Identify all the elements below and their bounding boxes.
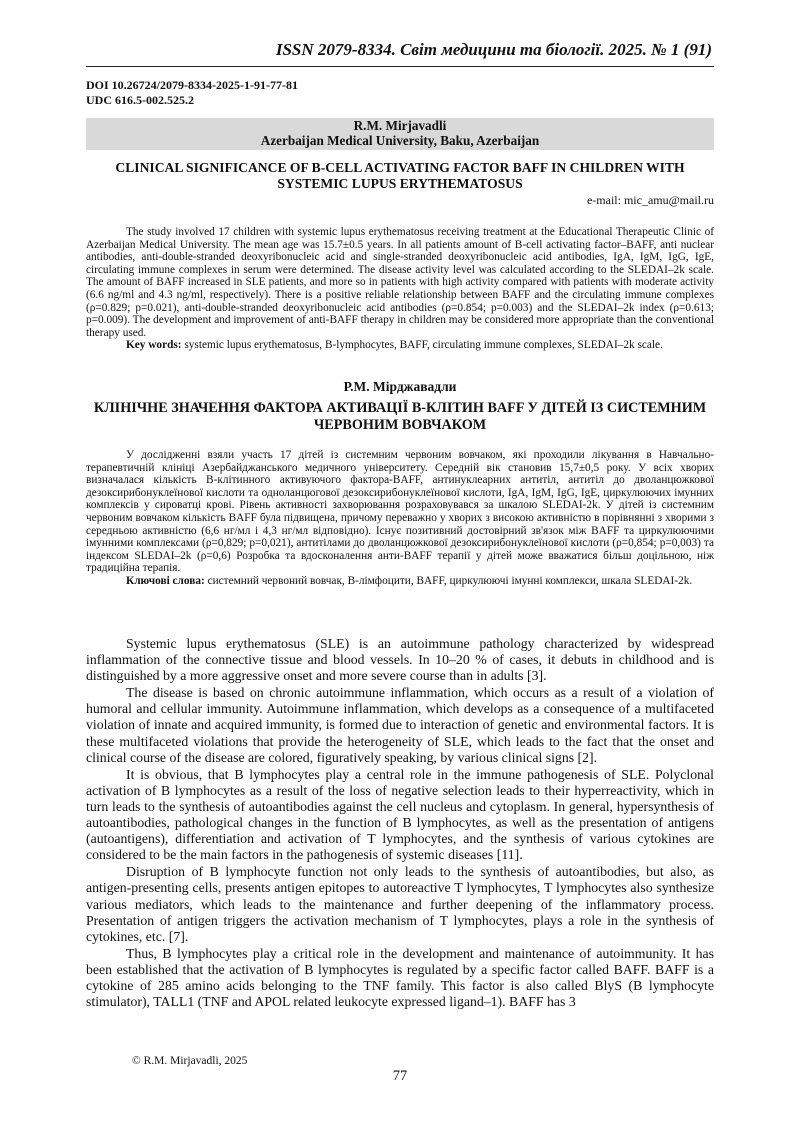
page-number: 77 bbox=[392, 1068, 408, 1084]
author-email: e-mail: mic_amu@mail.ru bbox=[586, 193, 714, 207]
body-paragraph: It is obvious, that B lymphocytes play a central role in the immune pathogenesis of SLE. Polyclonal activation of B lymphocytes as a result of the loss of negative selection leads to their hyperreactivity, which in turn leads to the synthesis of autoantibodies against the cell nucleus and cytoplasm. In general, hypersynthesis of autoantibodies, pathological changes in the function of B lymphocytes, as well as the presentation of antigens (autoantigens), differentiation and activation of T lymphocytes, and the synthesis of various cytokines are considered to be the main factors in the pathogenesis of systemic diseases [11]. bbox=[86, 766, 714, 863]
author-name: R.M. Mirjavadli bbox=[353, 118, 447, 133]
body-paragraph: Systemic lupus erythematosus (SLE) is an autoimmune pathology characterized by widespread inflammation of the connective tissue and blood vessels. In 10–20 % of cases, it debuts in childhood and is distinguished by a more aggressive onset and more severe course than in adults [3]. bbox=[86, 636, 714, 684]
body-paragraph: Disruption of B lymphocyte function not only leads to the synthesis of autoantibodies, but also, as antigen-presenting cells, presents antigen epitopes to autoreactive T lymphocytes, T lymphocytes also synthesize various mediators, which leads to the maintenance and further deepening of the inflammatory process. Presentation of antigen triggers the activation mechanism of T lymphocytes, plays a role in the synthesis of cytokines, etc. [7]. bbox=[86, 864, 714, 944]
body-paragraph: The disease is based on chronic autoimmune inflammation, which occurs as a result of a violation of humoral and cellular immunity. Autoimmune inflammation, which develops as a consequence of a multifaceted violation of innate and acquired immunity, is formed due to interaction of genetic and environmental factors. It is these multifaceted violations that provide the heterogeneity of SLE, which leads to the fact that the onset and clinical course of the disease are colored, figuratively speaking, by various clinical signs [2]. bbox=[86, 685, 714, 765]
body-paragraph: Thus, B lymphocytes play a critical role in the development and maintenance of autoimmunity. It has been established that the activation of B lymphocytes is regulated by a specific factor called BAFF. BAFF is a cytokine of 285 amino acids belonging to the TNF family. This factor is also called BlyS (B lymphocyte stimulator), TALL1 (TNF and APOL related leukocyte expressed ligand–1). BAFF has 3 bbox=[86, 945, 714, 1010]
article-title-en: CLINICAL SIGNIFICANCE OF B-CELL ACTIVATING FACTOR BAFF IN CHILDREN WITH SYSTEMIC LUPUS ERYTHEMATOSUS bbox=[115, 160, 685, 191]
article-title-uk: КЛІНІЧНЕ ЗНАЧЕННЯ ФАКТОРА АКТИВАЦІЇ В-КЛІТИН BAFF У ДІТЕЙ ІЗ СИСТЕМНИМ ЧЕРВОНИМ ВОВЧАКОМ bbox=[93, 400, 707, 433]
keywords-en-label: Key words: bbox=[126, 339, 182, 352]
udc-line: UDC 616.5-002.525.2 bbox=[86, 93, 194, 107]
abstract-en bbox=[86, 226, 714, 352]
doi-line: DOI 10.26724/2079-8334-2025-1-91-77-81 bbox=[86, 78, 298, 92]
abstract-uk-text: У дослідженні взяли участь 17 дітей із системним червоним вовчаком, які проходили лікування в Навчально-терапевтичній клініці Азербайджанського медичного університету. Середній вік становив 15,7±0,5 року. У всіх хворих визначалася кількість В-клітинного активуючого фактора-BAFF, антинуклеарних антитіл, антитіл до дволанцюжкової дезоксирибонуклеїнової кислоти та одноланцюгової дезоксирибонуклеїнової кислоти, IgA, IgM, IgG, IgE, циркулюючих імунних комплексів у сироватці крові. Рівень активності захворювання розраховувався за шкалою SLEDAI-2k. У дітей із системним червоним вовчаком кількість BAFF була підвищена, причому переважно у хворих з високою активністю в порівнянні з хворими з середньою активністю (6,6 нг/мл і 4,3 нг/мл відповідно). Існує позитивний достовірний зв'язок між BAFF та циркулюючими імунними комплексами (ρ=0,829; p=0,021), антитілами до дволанцюжкової дезоксирибонуклеїнової кислоти (ρ=0,854; p=0,003) та індексом SLEDAI–2k (ρ=0,6) Розробка та вдосконалення анти-BAFF терапії у дітей може вважатися більш доцільною, ніж традиційна терапія. bbox=[86, 449, 714, 575]
author-affiliation: Azerbaijan Medical University, Baku, Azerbaijan bbox=[260, 133, 540, 148]
journal-header: ISSN 2079-8334. Світ медицини та біології. 2025. № 1 (91) bbox=[275, 40, 712, 59]
copyright-note: © R.M. Mirjavadli, 2025 bbox=[132, 1055, 248, 1067]
header-rule bbox=[86, 66, 714, 67]
article-body bbox=[86, 636, 714, 1011]
abstract-en-text: The study involved 17 children with systemic lupus erythematosus receiving treatment at the Educational Therapeutic Clinic of Azerbaijan Medical University. The mean age was 15.7±0.5 years. In all patients amount of B-cell activating factor–BAFF, anti nuclear antibodies, anti-double-stranded deoxyribonucleic acid and single-stranded deoxyribonucleic acid antibodies, IgA, IgM, IgG, IgE, circulating immune complexes in serum were determined. The disease activity level was calculated according to the SLEDAI–2k scale. The amount of BAFF increased in SLE patients, and more so in patients with high activity compared with patients with moderate activity (6.6 ng/ml and 4.3 ng/ml, respectively). There is a positive reliable relationship between BAFF and the circulating immune complexes (ρ=0.829; p=0.021), anti-double-stranded deoxyribonucleic acid antibodies (ρ=0.854; p=0.003) and the SLEDAI–2k index (ρ=0.613; p=0.009). The development and improvement of anti-BAFF therapy in children may be considered more appropriate than the conventional therapy used. bbox=[86, 226, 714, 339]
keywords-uk-label: Ключові слова: bbox=[126, 574, 205, 587]
author-block bbox=[86, 118, 714, 150]
abstract-uk bbox=[86, 449, 714, 588]
keywords-uk bbox=[86, 575, 714, 588]
keywords-uk-text: системний червоний вовчак, В-лімфоцити, BAFF, циркулюючі імунні комплекси, шкала SLEDAI-2k. bbox=[207, 574, 693, 587]
keywords-en-text: systemic lupus erythematosus, B-lymphocytes, BAFF, circulating immune complexes, SLEDAI–2k scale. bbox=[184, 339, 663, 352]
keywords-en bbox=[86, 339, 714, 352]
author-name-uk: Р.М. Мірджавадли bbox=[343, 379, 457, 394]
